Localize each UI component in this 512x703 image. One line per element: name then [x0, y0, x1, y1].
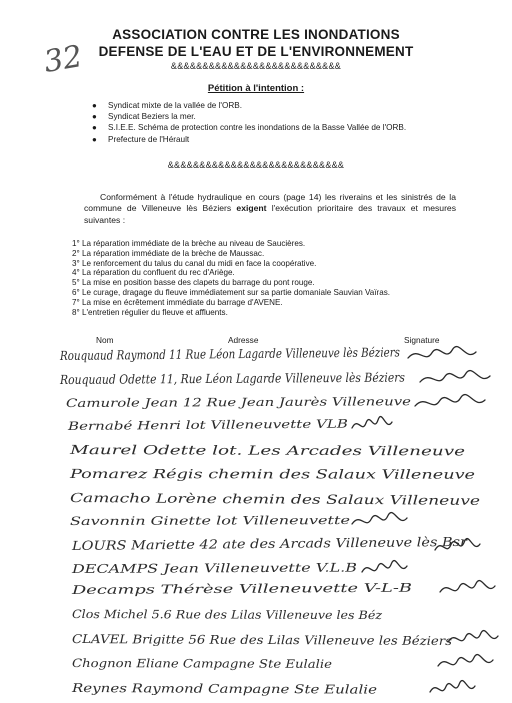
signature-scribble — [352, 417, 392, 428]
petition-entry: Decamps Thérèse Villeneuvette V-L-B — [71, 581, 301, 597]
bullet-icon: ● — [92, 112, 97, 122]
petition-entry: Reynes Raymond Campagne Ste Eulalie — [71, 681, 316, 697]
petition-entry: Pomarez Régis chemin des Salaux Villeneuve — [69, 466, 357, 482]
intro-emphasis: exigent — [236, 203, 267, 214]
signature-scribble — [362, 561, 407, 572]
signature-scribble — [448, 631, 498, 642]
demand-item: 4° La réparation du confluent du rec d'Ariège. — [72, 268, 235, 278]
petition-entry: DECAMPS Jean Villeneuvette V.L.B — [71, 560, 287, 576]
demand-item: 8° L'entretien régulier du fleuve et affluents. — [72, 307, 228, 317]
recipient-item: ● Syndicat mixte de la vallée de l'ORB. — [92, 101, 242, 110]
petition-title: Pétition à l'intention : — [207, 83, 305, 94]
column-header-adresse: Adresse — [228, 335, 259, 345]
column-header-signature: Signature — [404, 335, 440, 345]
demand-item: 7° La mise en écrêtement immédiate du barrage d'AVENE. — [72, 297, 283, 307]
signature-scribble — [415, 395, 485, 406]
petition-entry: Rouquaud Odette 11, Rue Léon Lagarde Villeneuve lès Béziers — [59, 369, 459, 387]
petition-entry: CLAVEL Brigitte 56 Rue des Lilas Villeneuve les Béziers — [71, 632, 415, 648]
signature-scribble — [438, 655, 493, 666]
separator-mid: &&&&&&&&&&&&&&&&&&&&&&&&&&&& — [167, 160, 345, 170]
signature-scribble — [440, 581, 495, 592]
separator-top: &&&&&&&&&&&&&&&&&&&&&&&&&&& — [170, 61, 342, 71]
bullet-icon: ● — [92, 101, 97, 110]
recipient-item: ● Prefecture de l'Hérault — [92, 134, 190, 144]
recipient-item: ● S.I.E.E. Schéma de protection contre les inondations de la Basse Vallée de l'ORB. — [92, 123, 407, 133]
column-header-nom: Nom — [96, 335, 114, 345]
petition-entry: Bernabé Henri lot Villeneuvette VLB — [67, 417, 282, 433]
handwritten-page-number: 32 — [41, 38, 85, 81]
petition-entry: LOURS Mariette 42 ate des Arcads Villeneuve lès Bsr — [71, 534, 413, 553]
demand-item: 6° Le curage, dragage du fleuve immédiatement sur sa partie domaniale Sauvian Vaïras. — [72, 287, 391, 297]
bullet-icon: ● — [92, 123, 97, 133]
petition-entry: Camurole Jean 12 Rue Jean Jaurès Villeneuve — [65, 394, 332, 410]
petition-entry: Clos Michel 5.6 Rue des Lilas Villeneuve les Béz — [71, 607, 354, 622]
petition-entry: Chognon Eliane Campagne Ste Eulalie — [71, 656, 298, 671]
demand-item: 1° La réparation immédiate de la brèche au niveau de Saucières. — [72, 239, 306, 248]
petition-entry: Savonnin Ginette lot Villeneuvette — [69, 513, 271, 528]
signature-scribble — [408, 347, 476, 358]
demand-item: 3° Le renforcement du talus du canal du midi en face la coopérative. — [72, 258, 317, 268]
signature-scribble — [352, 513, 407, 524]
petition-entry: Maurel Odette lot. Les Arcades Villeneuve — [69, 442, 339, 458]
signature-scribble — [430, 681, 475, 692]
bullet-icon: ● — [92, 134, 97, 144]
recipient-item: ● Syndicat Beziers la mer. — [92, 112, 196, 122]
association-title-line2: DEFENSE DE L'EAU ET DE L'ENVIRONNEMENT — [98, 44, 414, 59]
demand-item: 2° La réparation immédiate de la brèche de Maussac. — [72, 248, 265, 258]
demand-item: 5° La mise en position basse des clapets du barrage du pont rouge. — [72, 278, 315, 288]
signature-scribble — [420, 371, 490, 382]
petition-entry: Camacho Lorène chemin des Salaux Villeneuve — [69, 490, 371, 508]
association-title-line1: ASSOCIATION CONTRE LES INONDATIONS — [112, 27, 400, 42]
petition-entry: Rouquaud Raymond 11 Rue Léon Lagarde Villeneuve lès Béziers — [59, 343, 472, 363]
intro-paragraph: Conformément à l'étude hydraulique en cours (page 14) les riverains et les sinistrés de la commune de Villeneuve lès Béziers exigent l'exécution prioritaire des travaux et mesures suivantes : — [84, 191, 457, 226]
